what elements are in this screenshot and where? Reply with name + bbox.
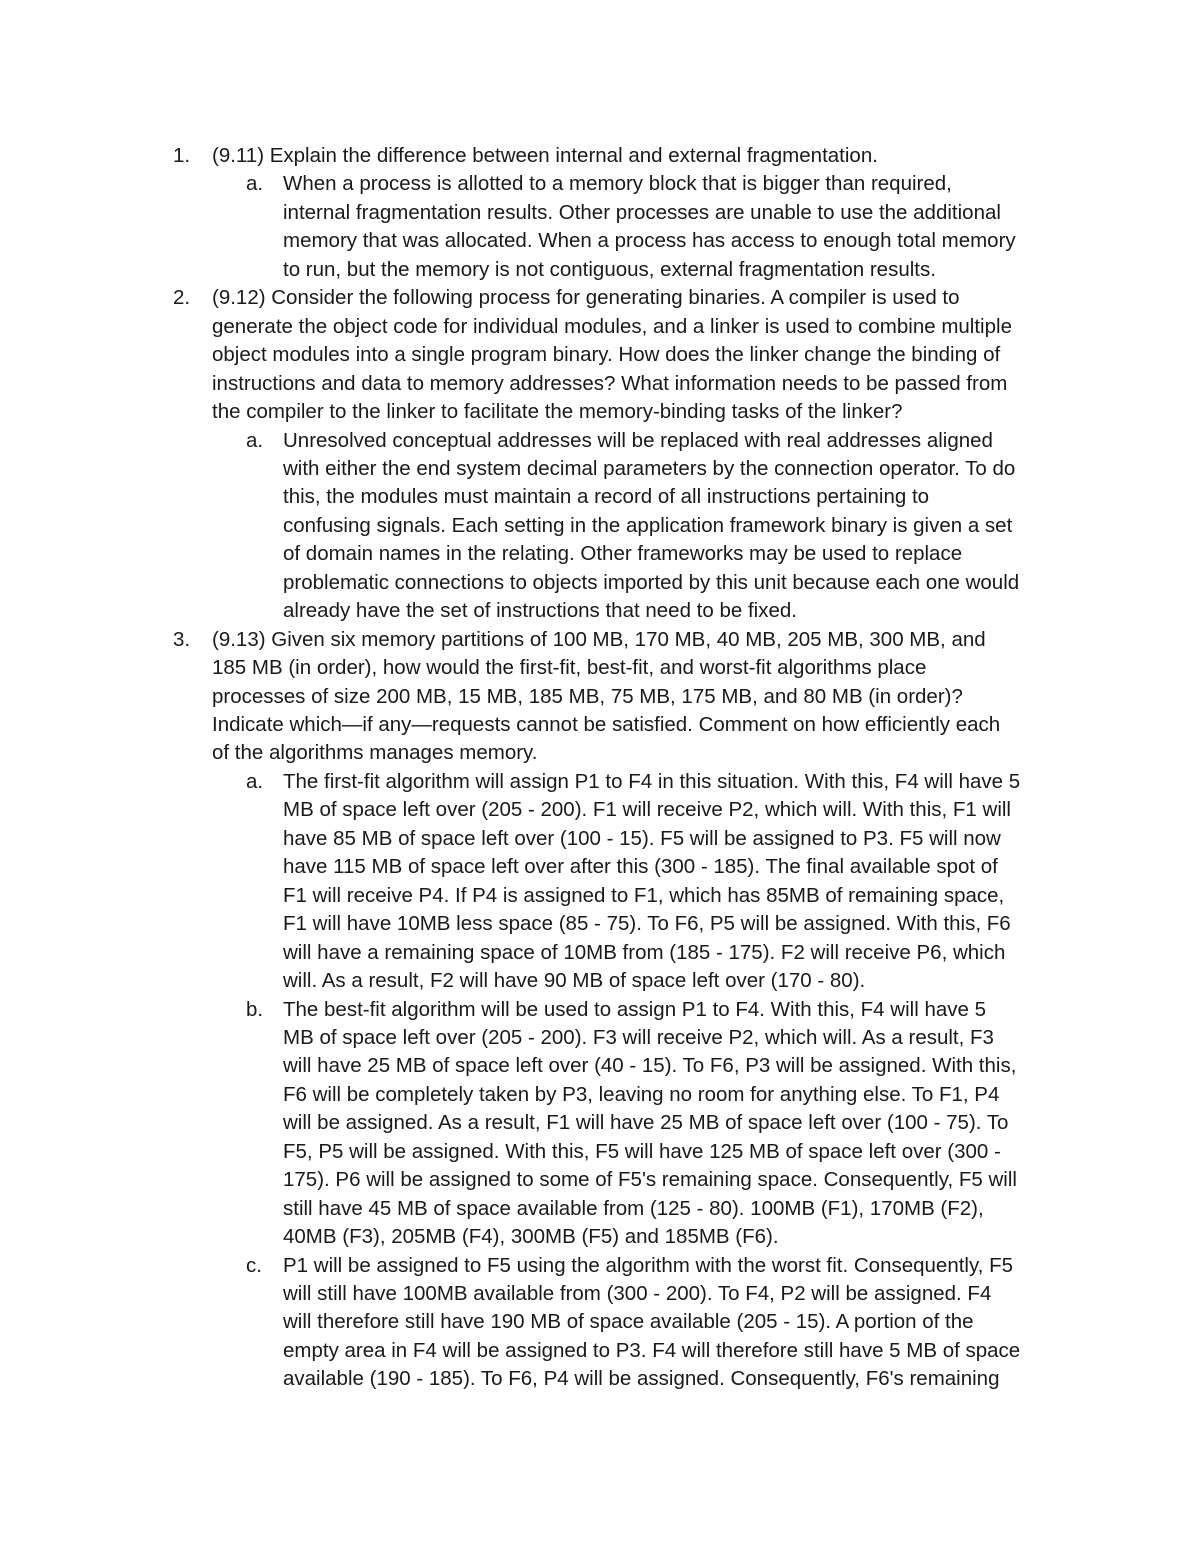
question-text-line: (9.11) Explain the difference between internal and external fragmentation. bbox=[212, 144, 878, 167]
answer-text-line: 40MB (F3), 205MB (F4), 300MB (F5) and 185MB (F6). bbox=[283, 1225, 779, 1249]
question-text-line: object modules into a single program binary. How does the linker change the binding of bbox=[212, 343, 1001, 367]
answer-text-line: The first-fit algorithm will assign P1 to F4 in this situation. With this, F4 will have 5 bbox=[283, 769, 1021, 793]
answer-letter: c. bbox=[246, 1253, 262, 1277]
answer-text-line: this, the modules must maintain a record of all instructions pertaining to bbox=[283, 485, 930, 509]
answer-text-line: memory that was allocated. When a process has access to enough total memory bbox=[283, 229, 1016, 253]
answer-text-line: The best-fit algorithm will be used to assign P1 to F4. With this, F4 will have 5 bbox=[283, 997, 986, 1021]
answer-text-line: F1 will have 10MB less space (85 - 75). To F6, P5 will be assigned. With this, F6 bbox=[283, 912, 1011, 936]
question-number: 3. bbox=[173, 627, 191, 651]
answer-text-line: to run, but the memory is not contiguous, external fragmentation results. bbox=[283, 257, 936, 281]
answer-text-line: F6 will be completely taken by P3, leaving no room for anything else. To F1, P4 bbox=[283, 1082, 1000, 1106]
answer-letter: a. bbox=[246, 172, 264, 196]
question-number: 2. bbox=[173, 286, 191, 310]
answer-text-line: will still have 100MB available from (300 - 200). To F4, P2 will be assigned. F4 bbox=[283, 1282, 992, 1305]
answer-letter: a. bbox=[246, 428, 264, 452]
question-text-line: Indicate which—if any—requests cannot be satisfied. Comment on how efficiently each bbox=[212, 713, 1001, 736]
answer-letter: b. bbox=[246, 997, 264, 1021]
question-text-line: the compiler to the linker to facilitate the memory-binding tasks of the linker? bbox=[212, 400, 903, 424]
answer-text-line: will have 25 MB of space left over (40 - 15). To F6, P3 will be assigned. With this, bbox=[283, 1054, 1017, 1078]
answer-text-line: with either the end system decimal parameters by the connection operator. To do bbox=[283, 456, 1016, 480]
question-text-line: processes of size 200 MB, 15 MB, 185 MB, 75 MB, 175 MB, and 80 MB (in order)? bbox=[212, 684, 963, 708]
answer-text-line: still have 45 MB of space available from (125 - 80). 100MB (F1), 170MB (F2), bbox=[283, 1196, 984, 1220]
answer-text-line: MB of space left over (205 - 200). F3 will receive P2, which will. As a result, F3 bbox=[283, 1025, 994, 1049]
answer-letter: a. bbox=[246, 769, 264, 793]
answer-text-line: will be assigned. As a result, F1 will have 25 MB of space left over (100 - 75). To bbox=[283, 1111, 1009, 1135]
answer-text-line: empty area in F4 will be assigned to P3. F4 will therefore still have 5 MB of space bbox=[283, 1338, 1021, 1362]
answer-text-line: will have a remaining space of 10MB from (185 - 175). F2 will receive P6, which bbox=[283, 940, 1006, 964]
answer-text-line: Unresolved conceptual addresses will be replaced with real addresses aligned bbox=[283, 428, 993, 452]
answer-text-line: problematic connections to objects imported by this unit because each one would bbox=[283, 570, 1020, 594]
answer-text-line: of domain names in the relating. Other frameworks may be used to replace bbox=[283, 542, 963, 566]
answer-text-line: F1 will receive P4. If P4 is assigned to F1, which has 85MB of remaining space, bbox=[283, 883, 1005, 907]
question-text-line: generate the object code for individual modules, and a linker is used to combine multiple bbox=[212, 314, 1012, 338]
answer-text-line: When a process is allotted to a memory block that is bigger than required, bbox=[283, 172, 952, 196]
answer-text-line: will therefore still have 190 MB of space available (205 - 15). A portion of the bbox=[283, 1310, 974, 1334]
answer-text-line: already have the set of instructions that need to be fixed. bbox=[283, 599, 797, 623]
answer-text-line: confusing signals. Each setting in the application framework binary is given a set bbox=[283, 513, 1013, 537]
question-text-line: instructions and data to memory addresses? What information needs to be passed from bbox=[212, 371, 1008, 395]
answer-text-line: F5, P5 will be assigned. With this, F5 will have 125 MB of space left over (300 - bbox=[283, 1139, 1001, 1163]
answer-text-line: have 85 MB of space left over (100 - 15). F5 will be assigned to P3. F5 will now bbox=[283, 826, 1001, 850]
answer-text-line: 175). P6 will be assigned to some of F5's remaining space. Consequently, F5 will bbox=[283, 1168, 1017, 1192]
question-text-line: 185 MB (in order), how would the first-fit, best-fit, and worst-fit algorithms place bbox=[212, 656, 927, 680]
answer-text-line: will. As a result, F2 will have 90 MB of space left over (170 - 80). bbox=[283, 969, 866, 993]
question-text-line: of the algorithms manages memory. bbox=[212, 741, 538, 765]
answer-text-line: have 115 MB of space left over after this (300 - 185). The final available spot of bbox=[283, 855, 998, 879]
answer-text-line: MB of space left over (205 - 200). F1 will receive P2, which will. With this, F1 will bbox=[283, 798, 1011, 822]
question-text-line: (9.12) Consider the following process for generating binaries. A compiler is used to bbox=[212, 286, 960, 310]
question-number: 1. bbox=[173, 144, 191, 167]
answer-text-line: internal fragmentation results. Other processes are unable to use the additional bbox=[283, 200, 1001, 224]
question-text-line: (9.13) Given six memory partitions of 100 MB, 170 MB, 40 MB, 205 MB, 300 MB, and bbox=[212, 627, 986, 651]
answer-text-line: P1 will be assigned to F5 using the algorithm with the worst fit. Consequently, F5 bbox=[283, 1253, 1014, 1277]
answer-text-line: available (190 - 185). To F6, P4 will be assigned. Consequently, F6's remaining bbox=[283, 1367, 1000, 1391]
